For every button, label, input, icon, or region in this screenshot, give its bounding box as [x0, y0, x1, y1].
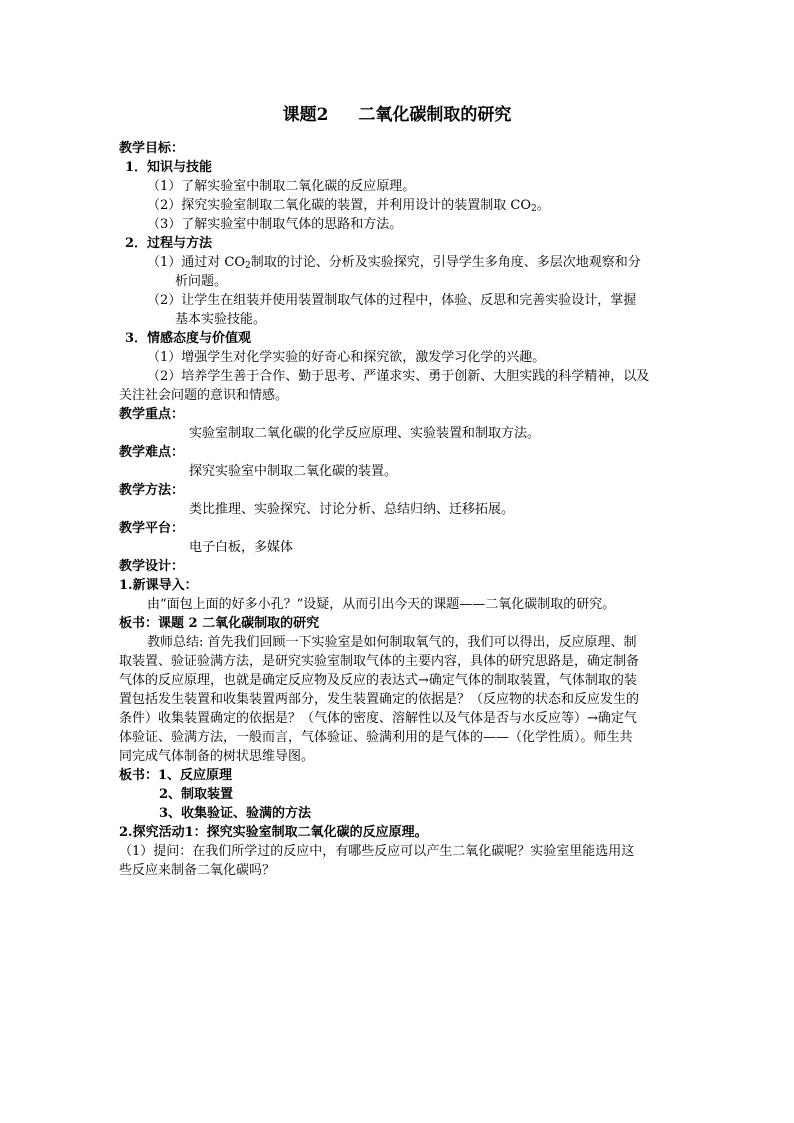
method-text: 类比推理、实验探究、讨论分析、总结归纳、迁移拓展。 [189, 502, 515, 517]
board-title: 板书：课题 2 二氧化碳制取的研究 [119, 616, 320, 631]
objective-3-item-2: （2）培养学生善于合作、勤于思考、严谨求实、勇于创新、大胆实践的科学精神，以及 [147, 369, 650, 384]
summary-line-5: 条件）收集装置确定的依据是？（气体的密度、溶解性以及气体是否与水反应等）→确定气 [119, 711, 637, 726]
page-title [0, 100, 794, 125]
objective-1-item-3: （3）了解实验室中制取气体的思路和方法。 [147, 217, 403, 232]
objective-1-item-2-text: （2）探究实验室制取二氧化碳的装置，并利用设计的装置制取 CO [147, 198, 532, 213]
co2-subscript: 2 [245, 261, 251, 271]
platform-heading: 教学平台： [119, 521, 185, 536]
summary-line-7: 同完成气体制备的树状思维导图。 [119, 749, 315, 764]
title-lesson-number: 课题2 [282, 105, 329, 125]
objective-1-item-2-end: 。 [536, 198, 550, 213]
objective-3-item-2-cont: 关注社会问题的意识和情感。 [119, 388, 289, 403]
board-outline-item-2: 2、制取装置 [159, 787, 234, 802]
method-heading: 教学方法： [119, 483, 185, 498]
summary-line-4: 置包括发生装置和收集装置两部分，发生装置确定的依据是？（反应物的状态和反应发生的 [119, 692, 640, 707]
activity-line-1: （1）提问：在我们所学过的反应中，有哪些反应可以产生二氧化碳呢？实验室里能选用这 [119, 844, 635, 859]
objective-2-item-2: （2）让学生在组装并使用装置制取气体的过程中，体验、反思和完善实验设计，掌握 [147, 293, 637, 308]
intro-heading: 1.新课导入： [119, 578, 198, 593]
objective-3-item-1: （1）增强学生对化学实验的好奇心和探究欲，激发学习化学的兴趣。 [147, 350, 546, 365]
objective-1-item-2 [119, 196, 679, 215]
key-point-text: 实验室制取二氧化碳的化学反应原理、实验装置和制取方法。 [189, 426, 541, 441]
board-outline-item-3: 3、收集验证、验满的方法 [159, 806, 312, 821]
objective-2-item-1-cont: 析问题。 [175, 274, 228, 289]
objective-2-item-1 [119, 253, 679, 272]
document-body [119, 139, 679, 880]
difficulty-text: 探究实验室中制取二氧化碳的装置。 [189, 464, 398, 479]
activity-heading: 2.探究活动1：探究实验室制取二氧化碳的反应原理。 [119, 825, 428, 840]
title-lesson-name: 二氧化碳制取的研究 [358, 105, 512, 125]
objective-2-item-2-cont: 基本实验技能。 [175, 312, 267, 327]
summary-line-3: 气体的反应原理，也就是确定反应物及反应的表达式→确定气体的制取装置，气体制取的装 [119, 673, 637, 688]
activity-line-2: 些反应来制备二氧化碳吗？ [119, 863, 276, 878]
objective-2-item-1-a: （1）通过对 CO [147, 255, 246, 270]
objective-1-heading: 1．知识与技能 [125, 160, 213, 175]
intro-text: 由“面包上面的好多小孔？”设疑，从而引出今天的课题——二氧化碳制取的研究。 [147, 597, 616, 612]
key-point-heading: 教学重点： [119, 407, 185, 422]
summary-line-1: 教师总结: 首先我们回顾一下实验室是如何制取氧气的，我们可以得出，反应原理、制 [147, 635, 637, 650]
objective-2-item-1-b: 制取的讨论、分析及实验探究，引导学生多角度、多层次地观察和分 [250, 255, 641, 270]
design-heading: 教学设计： [119, 559, 185, 574]
summary-line-6: 体验证、验满方法，一般而言，气体验证、验满利用的是气体的——（化学性质）。师生共 [119, 730, 633, 745]
objective-1-item-1: （1）了解实验室中制取二氧化碳的反应原理。 [147, 179, 416, 194]
objectives-heading: 教学目标： [119, 141, 185, 156]
objective-3-heading: 3．情感态度与价值观 [125, 331, 252, 346]
board-outline-heading: 板书：1、反应原理 [119, 768, 233, 783]
difficulty-heading: 教学难点： [119, 445, 185, 460]
platform-text: 电子白板，多媒体 [189, 540, 294, 555]
objective-2-heading: 2．过程与方法 [125, 236, 213, 251]
co2-subscript: 2 [531, 204, 537, 214]
summary-line-2: 取装置、验证验满方法，是研究实验室制取气体的主要内容，具体的研究思路是，确定制备 [119, 654, 640, 669]
